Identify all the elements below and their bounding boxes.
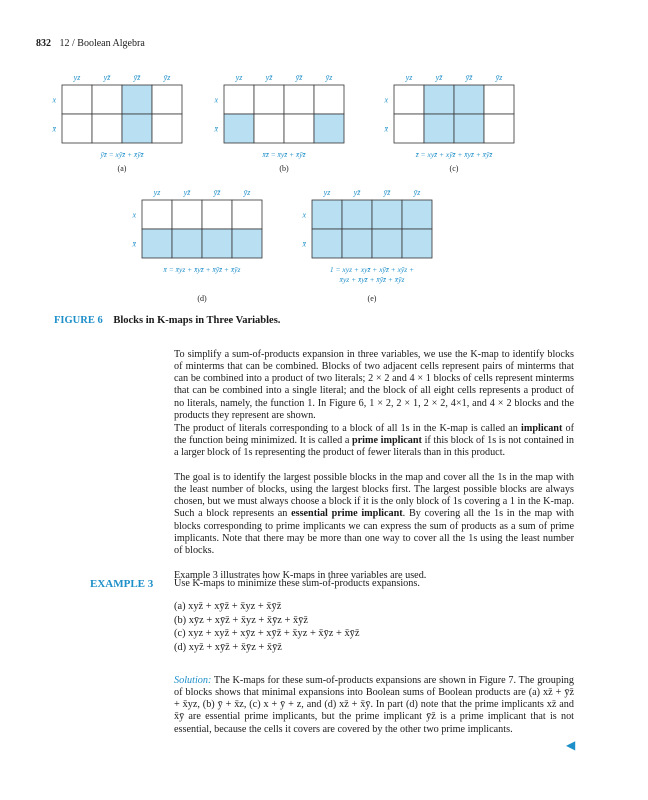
kmap-row-label: x xyxy=(214,95,218,105)
example-item: (b) xȳz + xȳz̄ + x̄yz + x̄ȳz + x̄ȳz̄ xyxy=(174,614,308,626)
kmap-cell xyxy=(394,85,424,114)
kmap-col-label: ȳz xyxy=(495,73,503,82)
kmap-formula: ȳz̄ = xȳz̄ + x̄ȳz̄ xyxy=(100,150,144,159)
kmap-cell-shaded xyxy=(314,114,344,143)
p2-text-c: if this block of 1s is not contained in a larger block of 1s representing the product of fewer literals than in this product. xyxy=(174,435,574,459)
kmap-cell-shaded xyxy=(122,114,152,143)
kmap-row-label: x̄ xyxy=(132,239,136,249)
kmap-cell-shaded xyxy=(312,200,342,229)
kmap-cell-shaded xyxy=(312,229,342,258)
kmap-col-label: yz̄ xyxy=(103,73,111,82)
kmap-panel-label: (c) xyxy=(449,164,459,173)
kmap-cell-shaded xyxy=(224,114,254,143)
kmap-col-label: yz xyxy=(153,188,161,197)
term-essential-prime-implicant: essential prime implicant xyxy=(291,508,403,520)
kmap-cell xyxy=(62,114,92,143)
kmap-cell xyxy=(142,200,172,229)
kmap-col-label: ȳz xyxy=(413,188,421,197)
paragraph-3 xyxy=(174,472,574,557)
term-implicant: implicant xyxy=(521,423,563,434)
kmap-col-label: yz̄ xyxy=(183,188,191,197)
kmap-cell xyxy=(484,114,514,143)
kmap-cell-shaded xyxy=(454,85,484,114)
paragraph-4-text: Example 3 illustrates how K-maps in three variables are used. xyxy=(174,570,427,581)
example-item: (d) xyz̄ + xȳz̄ + x̄ȳz + x̄ȳz̄ xyxy=(174,641,282,653)
kmap-col-label: ȳz xyxy=(243,188,251,197)
p3-text-b: . By covering all the 1s in the map with blocks corresponding to prime implicants we can express the sum of products as a sum of prime implicants. Note that there may be more than one way to cover all the 1s using the least number of blocks. xyxy=(174,508,574,556)
solution-text: The K-maps for these sum-of-products expansions are shown in Figure 7. The grouping of blocks shows that minimal expansions into Boolean sums of Boolean products are (a) xz̄ + ȳz̄ + x̄yz, (b) ȳ + x̄z, (c) x + ȳ + z, and (d) xz̄ + x̄ȳ. In part (d) note that the prime implicants xz̄ and x̄ȳ are essential prime implicants, but the prime implicant ȳz̄ is a prime implicant that is not essential, because the cells it covers are covered by the other two prime implicants. xyxy=(174,675,574,735)
figure-caption xyxy=(54,315,280,326)
kmap-cell xyxy=(232,200,262,229)
example-items xyxy=(174,600,359,654)
kmap-row-label: x xyxy=(302,210,306,220)
figure-caption-text: Blocks in K-maps in Three Variables. xyxy=(113,315,281,326)
kmap-cell xyxy=(284,85,314,114)
kmap-row-label: x xyxy=(132,210,136,220)
kmap-formula: z̄ = xyz̄ + xȳz̄ + x̄yz̄ + x̄ȳz̄ xyxy=(415,150,493,159)
kmap-cell-shaded xyxy=(342,229,372,258)
p2-text-a: The product of literals corresponding to a block of all 1s in the K-map is called an xyxy=(174,423,522,434)
kmap-row-label: x xyxy=(384,95,388,105)
kmap-col-label: yz̄ xyxy=(435,73,443,82)
kmap-col-label: ȳz xyxy=(163,73,171,82)
kmap-cell-shaded xyxy=(232,229,262,258)
kmap-cell-shaded xyxy=(402,200,432,229)
p2-text-b: of the function being minimized. It is called a xyxy=(174,423,574,447)
kmap-formula: x̄yz + x̄yz̄ + x̄ȳz̄ + x̄ȳz xyxy=(339,275,405,284)
solution-paragraph xyxy=(174,675,574,736)
kmap-col-label: ȳz̄ xyxy=(133,73,141,82)
example-prompt: Use K-maps to minimize these sum-of-products expansions. xyxy=(174,578,420,589)
kmap-cell xyxy=(152,85,182,114)
kmap-col-label: ȳz̄ xyxy=(295,73,303,82)
example-item: (c) xyz + xyz̄ + xȳz + xȳz̄ + x̄yz + x̄ȳz + x̄ȳz̄ xyxy=(174,628,360,639)
figure-label: FIGURE 6 xyxy=(54,315,103,326)
kmap-col-label: yz̄ xyxy=(353,188,361,197)
kmap-cell xyxy=(172,200,202,229)
kmap-cell-shaded xyxy=(122,85,152,114)
kmap-cell-shaded xyxy=(424,85,454,114)
kmap-cell xyxy=(284,114,314,143)
kmap-row-label: x̄ xyxy=(52,124,56,134)
kmap-cell xyxy=(92,114,122,143)
kmap-cell-shaded xyxy=(424,114,454,143)
paragraph-1 xyxy=(174,349,574,422)
kmaps-figure xyxy=(0,0,648,310)
kmap-cell xyxy=(484,85,514,114)
kmap-row-label: x xyxy=(52,95,56,105)
page-number: 832 xyxy=(36,38,51,49)
kmap-formula: 1 = xyz + xyz̄ + xȳz̄ + xȳz + xyxy=(329,265,415,274)
kmap-cell xyxy=(92,85,122,114)
kmap-cell-shaded xyxy=(454,114,484,143)
kmap-panel-label: (a) xyxy=(117,164,127,173)
kmap-col-label: ȳz̄ xyxy=(213,188,221,197)
kmap-cell-shaded xyxy=(372,229,402,258)
kmap-cell-shaded xyxy=(402,229,432,258)
end-of-example-icon: ◀ xyxy=(566,738,576,752)
kmap-cell xyxy=(202,200,232,229)
kmap-row-label: x̄ xyxy=(384,124,388,134)
kmap-cell xyxy=(62,85,92,114)
kmap-col-label: yz̄ xyxy=(265,73,273,82)
kmap-col-label: yz xyxy=(405,73,413,82)
kmap-cell-shaded xyxy=(202,229,232,258)
kmap-col-label: yz xyxy=(323,188,331,197)
paragraph-2 xyxy=(174,423,574,459)
paragraph-1-text: To simplify a sum-of-products expansion in three variables, we use the K-map to identify blocks of minterms that can be combined. Blocks of two adjacent cells represent pairs of minterms that can be combined into a product of two literals; 2 × 2 and 4 × 1 blocks of cells represent minterms that can be combined into a single literal; and the block of all eight cells represents a product of no literals, namely, the function 1. In Figure 6, 1 × 2, 2 × 1, 2 × 2, 4×1, and 4 × 2 blocks and the products they represent are shown. xyxy=(174,349,574,421)
kmap-panel-label: (b) xyxy=(279,164,289,173)
kmap-cell-shaded xyxy=(142,229,172,258)
kmap-cell xyxy=(224,85,254,114)
kmap-cell xyxy=(152,114,182,143)
example-item: (a) xyz̄ + xȳz̄ + x̄yz + x̄ȳz̄ xyxy=(174,601,282,612)
example-label: EXAMPLE 3 xyxy=(90,578,154,590)
kmap-row-label: x̄ xyxy=(214,124,218,134)
kmap-col-label: yz xyxy=(73,73,81,82)
kmap-col-label: yz xyxy=(235,73,243,82)
kmap-panel-label: (d) xyxy=(197,294,207,303)
kmap-cell-shaded xyxy=(372,200,402,229)
kmap-cell xyxy=(314,85,344,114)
kmap-panel-label: (e) xyxy=(367,294,377,303)
kmap-cell-shaded xyxy=(172,229,202,258)
kmap-cell xyxy=(254,85,284,114)
solution-label: Solution: xyxy=(174,675,212,686)
kmap-formula: x̄ = x̄yz + x̄yz̄ + x̄ȳz̄ + x̄ȳz xyxy=(163,265,241,274)
kmap-formula: x̄z̄ = x̄yz̄ + x̄ȳz̄ xyxy=(262,150,306,159)
kmap-row-label: x̄ xyxy=(302,239,306,249)
chapter-title: 12 / Boolean Algebra xyxy=(59,38,145,49)
kmap-cell-shaded xyxy=(342,200,372,229)
kmap-cell xyxy=(394,114,424,143)
kmap-col-label: ȳz̄ xyxy=(383,188,391,197)
p3-text-a: The goal is to identify the largest possible blocks in the map and cover all the 1s in the map with the least number of blocks, using the largest blocks first. The largest possible blocks are always chosen, but we must always choose a block if it is the only block of 1s covering a 1 in the K-map. Such a block represents an xyxy=(174,472,574,520)
term-prime-implicant: prime implicant xyxy=(351,435,422,447)
kmap-cell xyxy=(254,114,284,143)
kmap-col-label: ȳz xyxy=(325,73,333,82)
kmap-col-label: ȳz̄ xyxy=(465,73,473,82)
